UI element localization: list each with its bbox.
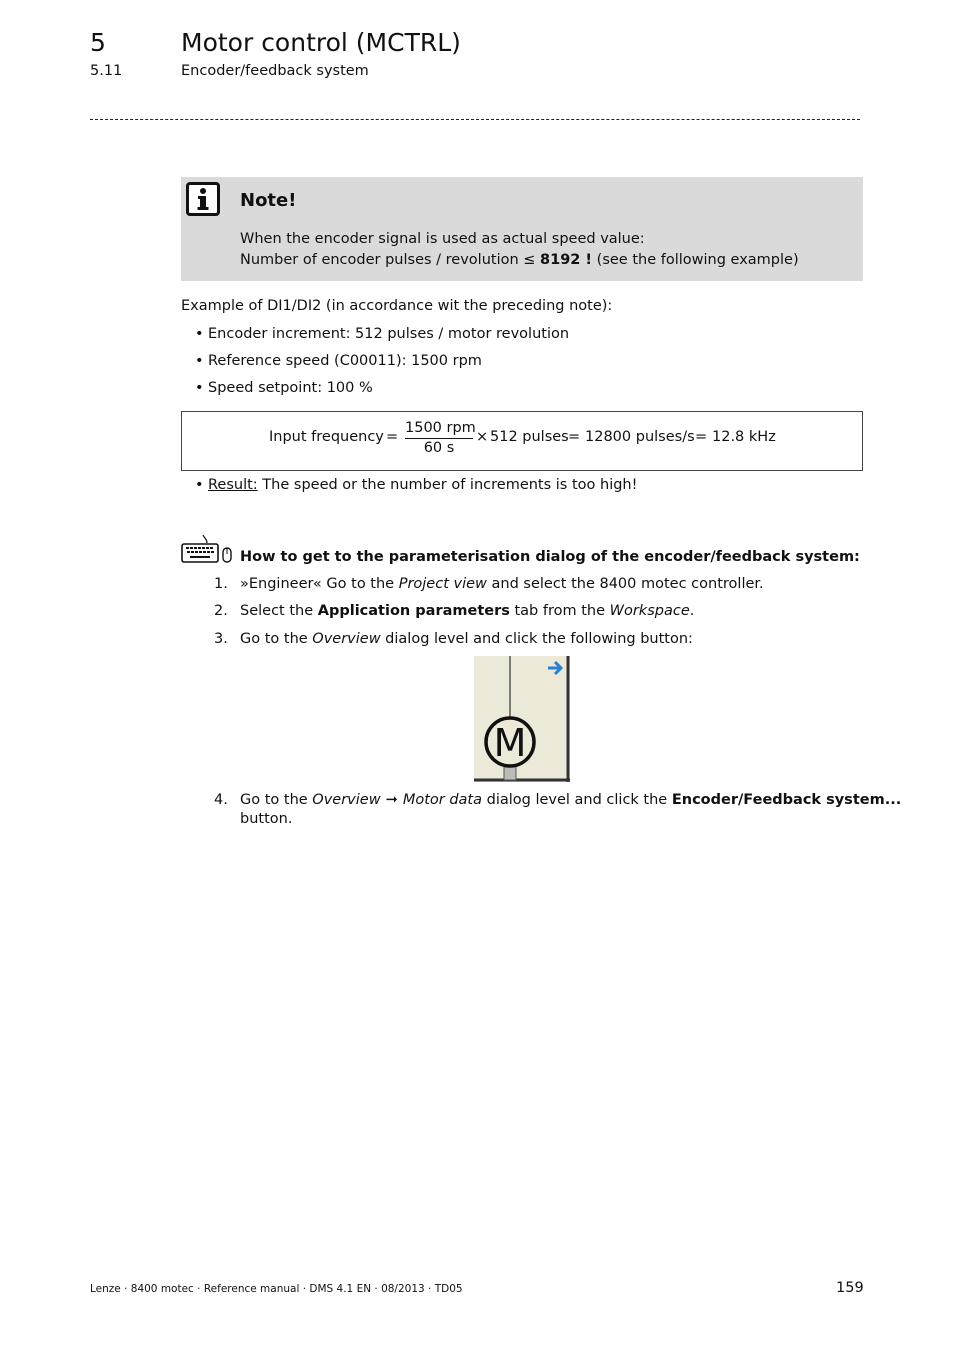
arrow-right-icon: ➞	[380, 792, 403, 808]
step-text	[240, 792, 901, 808]
step-text-italic: Overview	[312, 792, 381, 808]
note-title: Note!	[240, 190, 297, 211]
step-text	[240, 576, 764, 592]
footer-doc-info: Lenze · 8400 motec · Reference manual · DMS 4.1 EN · 08/2013 · TD05	[90, 1283, 463, 1295]
step-text-part: tab from the	[509, 603, 610, 619]
formula-equals: =	[386, 429, 399, 445]
chapter-title: Motor control (MCTRL)	[181, 28, 461, 57]
note-line2-prefix: Number of encoder pulses / revolution ≤	[240, 252, 541, 268]
fraction-bar	[405, 438, 473, 439]
formula-equals: =	[568, 429, 581, 445]
motor-button[interactable]	[474, 656, 570, 782]
step-text-italic: Project view	[398, 576, 487, 592]
step-number: 3.	[214, 631, 228, 647]
step-text-italic: Workspace	[609, 603, 690, 619]
step-text-continued: button.	[240, 811, 293, 827]
motor-letter: M	[493, 721, 527, 765]
note-text-line2	[240, 252, 799, 268]
keyboard-mouse-icon	[181, 533, 235, 569]
info-icon	[186, 182, 220, 216]
formula-equals: =	[695, 429, 708, 445]
step-text-part: dialog level and click the following button:	[380, 631, 693, 647]
formula-numerator: 1500 rpm	[405, 420, 476, 436]
note-text-line1: When the encoder signal is used as actual speed value:	[240, 231, 645, 247]
bullet-marker: •	[195, 353, 204, 369]
step-text-italic: Overview	[312, 631, 381, 647]
step-text-part: »Engineer« Go to the	[240, 576, 399, 592]
note-line2-suffix: (see the following example)	[592, 252, 799, 268]
formula-result-khz: 12.8 kHz	[712, 429, 776, 445]
step-number: 4.	[214, 792, 228, 808]
step-text-part: dialog level and click the	[482, 792, 672, 808]
result-text: The speed or the number of increments is too high!	[257, 477, 638, 493]
formula-times: ×	[476, 429, 489, 445]
formula-denominator: 60 s	[423, 440, 455, 456]
step-text-italic: Motor data	[402, 792, 482, 808]
result-label: Result:	[208, 477, 258, 493]
step-number: 2.	[214, 603, 228, 619]
section-title: Encoder/feedback system	[181, 63, 369, 79]
step-text-bold: Encoder/Feedback system...	[671, 792, 902, 808]
header-divider	[90, 119, 860, 120]
note-line2-bold: 8192 !	[540, 252, 593, 268]
example-intro: Example of DI1/DI2 (in accordance wit the preceding note):	[181, 298, 613, 314]
bullet-marker: •	[195, 380, 204, 396]
howto-title: How to get to the parameterisation dialog of the encoder/feedback system:	[240, 549, 860, 565]
step-text-part: Select the	[240, 603, 318, 619]
step-text-bold: Application parameters	[317, 603, 510, 619]
step-text-part: and select the 8400 motec controller.	[486, 576, 764, 592]
bullet-item: Speed setpoint: 100 %	[208, 380, 373, 396]
formula-label: Input frequency	[269, 429, 384, 445]
step-text-part: Go to the	[240, 631, 313, 647]
chapter-number: 5	[90, 28, 106, 57]
section-number: 5.11	[90, 63, 123, 79]
bullet-marker: •	[195, 477, 204, 493]
bullet-marker: •	[195, 326, 204, 342]
step-text	[240, 603, 694, 619]
formula-result-pulses: 12800 pulses/s	[585, 429, 695, 445]
page-number: 159	[836, 1280, 864, 1296]
bullet-item: Reference speed (C00011): 1500 rpm	[208, 353, 482, 369]
step-text	[240, 631, 693, 647]
formula-pulses: 512 pulses	[490, 429, 569, 445]
step-text-part: Go to the	[240, 792, 313, 808]
step-number: 1.	[214, 576, 228, 592]
step-text-part: .	[689, 603, 695, 619]
result-line	[208, 477, 637, 493]
bullet-item: Encoder increment: 512 pulses / motor revolution	[208, 326, 570, 342]
